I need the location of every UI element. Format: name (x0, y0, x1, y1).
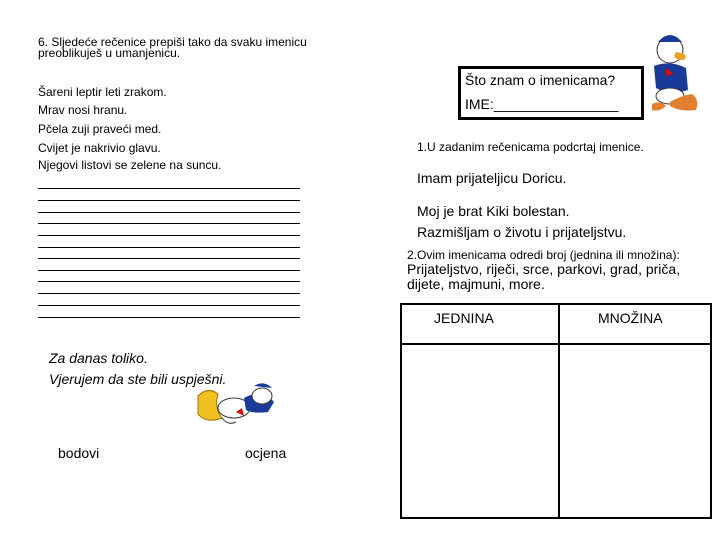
column-header-singular: JEDNINA (434, 310, 494, 326)
writing-line (38, 235, 300, 236)
writing-line (38, 305, 300, 306)
closing-line: Za danas toliko. (49, 350, 148, 366)
task2-instruction: 2.Ovim imenicama odredi broj (jednina ili množina): (407, 248, 680, 262)
donald-lying-illustration (192, 378, 284, 433)
sentence: Šareni leptir leti zrakom. (38, 85, 167, 99)
donald-duck-illustration (640, 30, 710, 112)
task6-instruction (38, 37, 307, 59)
writing-line (38, 212, 300, 213)
word-list-line: dijete, majmuni, more. (407, 276, 545, 292)
sentence: Mrav nosi hranu. (38, 103, 128, 117)
column-header-plural: MNOŽINA (598, 310, 663, 326)
sentence: Pčela zuji praveći med. (38, 122, 162, 136)
worksheet-title: Što znam o imenicama? (465, 72, 616, 88)
name-field[interactable]: IME:________________ (465, 96, 619, 112)
task1-instruction: 1.U zadanim rečenicama podcrtaj imenice. (417, 140, 644, 154)
sentence: Cvijet je nakrivio glavu. (38, 141, 161, 155)
points-label: bodovi (58, 445, 100, 461)
writing-line (38, 200, 300, 201)
word-list-line: Prijateljstvo, riječi, srce, parkovi, grad, priča, (407, 261, 681, 277)
grade-label: ocjena (245, 445, 287, 461)
sentence: Razmišljam o životu i prijateljstvu. (417, 224, 627, 240)
sentence: Imam prijateljicu Doricu. (417, 170, 567, 186)
writing-line (38, 188, 300, 189)
instruction-line: 6. Sljedeće rečenice prepiši tako da svaku imenicu (38, 35, 307, 49)
title-box (458, 66, 644, 120)
header-divider (402, 343, 710, 345)
writing-line (38, 270, 300, 271)
column-divider (558, 305, 560, 517)
writing-line (38, 293, 300, 294)
writing-line (38, 281, 300, 282)
sentence: Moj je brat Kiki bolestan. (417, 203, 570, 219)
writing-line (38, 247, 300, 248)
closing-line: Vjerujem da ste bili uspješni. (49, 371, 227, 387)
number-table[interactable] (400, 303, 712, 519)
sentence: Njegovi listovi se zelene na suncu. (38, 158, 222, 172)
writing-line (38, 317, 300, 318)
writing-line (38, 258, 300, 259)
instruction-line: preoblikuješ u umanjenicu. (38, 46, 181, 60)
writing-line (38, 223, 300, 224)
word-list (407, 262, 680, 292)
